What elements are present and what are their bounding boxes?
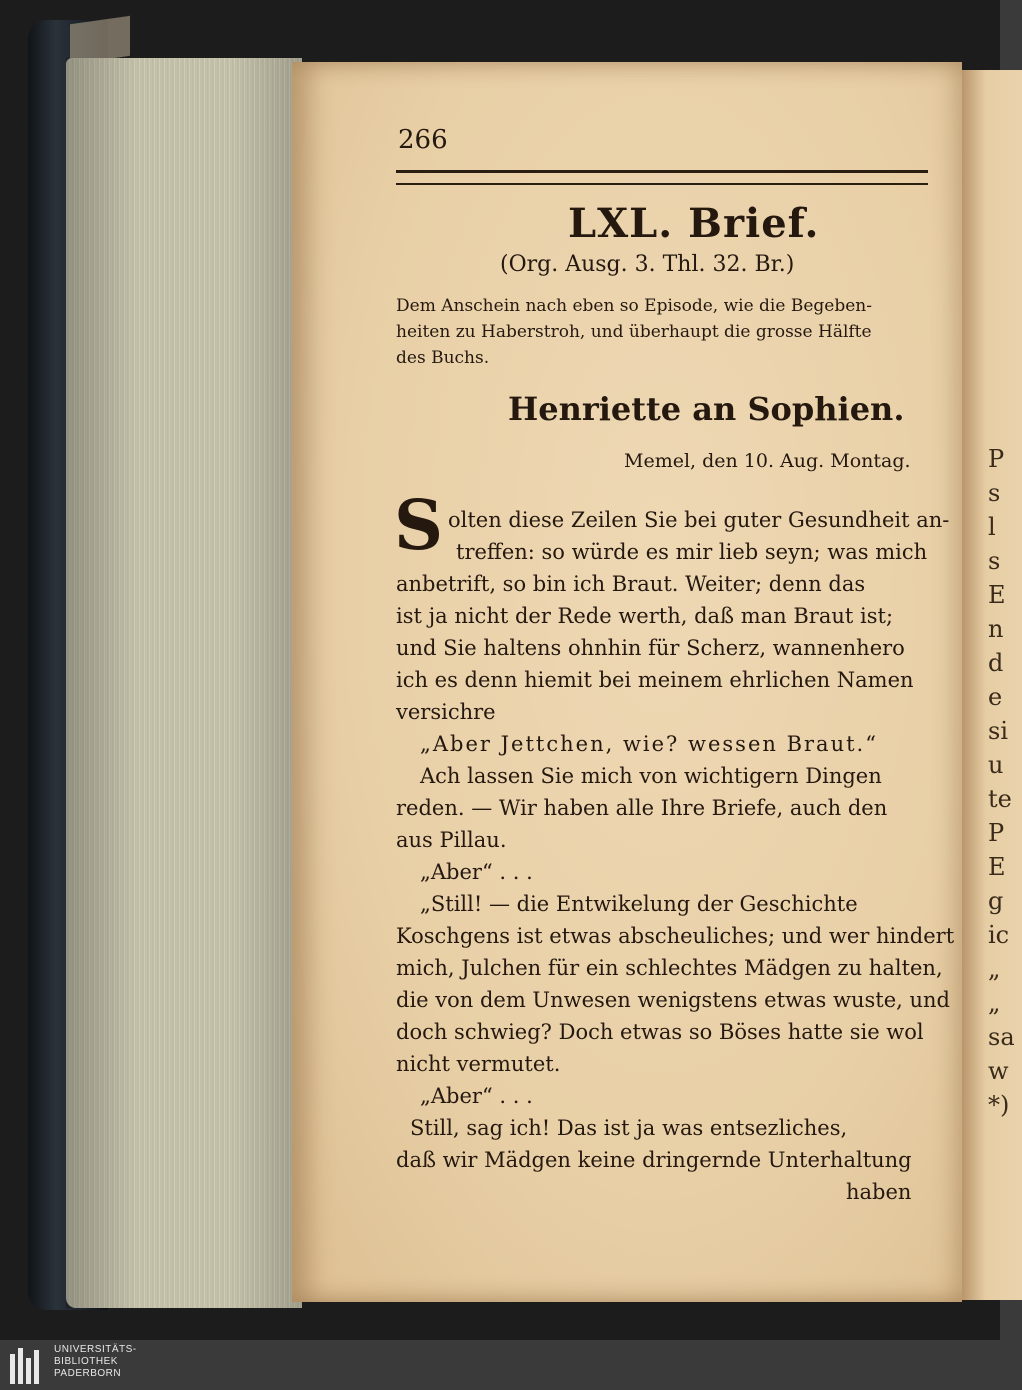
header-rule [396, 170, 928, 185]
body-line: nicht vermutet. [396, 1052, 561, 1076]
right-page-fragment: *) [988, 1091, 1010, 1119]
description-line: heiten zu Haberstroh, und überhaupt die grosse Hälfte [396, 322, 872, 342]
right-page-fragment: E [988, 581, 1006, 609]
library-footer [0, 1340, 1000, 1390]
body-line: Still, sag ich! Das ist ja was entsezliches, [410, 1116, 848, 1140]
library-name-line: UNIVERSITÄTS- [54, 1344, 137, 1355]
drop-cap: S [394, 486, 444, 566]
body-line: ist ja nicht der Rede werth, daß man Braut ist; [396, 604, 894, 628]
spine-top-wear [70, 16, 130, 64]
right-page-fragment: sa [988, 1023, 1015, 1051]
right-page-fragment: n [988, 615, 1004, 643]
library-name-line: BIBLIOTHEK [54, 1356, 118, 1367]
right-page-fragment: s [988, 547, 1001, 575]
body-line: daß wir Mädgen keine dringernde Unterhaltung [396, 1148, 912, 1172]
body-line: „Still! — die Entwikelung der Geschichte [420, 892, 858, 916]
right-page-fragment: w [988, 1057, 1009, 1085]
right-page-fragment: „ [988, 955, 1001, 983]
body-line: reden. — Wir haben alle Ihre Briefe, auch den [396, 796, 888, 820]
right-page-fragment: l [988, 513, 996, 541]
right-page-fragment: s [988, 479, 1001, 507]
body-line: „Aber Jettchen, wie? wessen Braut.“ [420, 732, 878, 756]
body-line: mich, Julchen für ein schlechtes Mädgen zu halten, [396, 956, 943, 980]
right-page-fragment: te [988, 785, 1012, 813]
right-page-fragment: g [988, 887, 1004, 915]
page-number: 266 [398, 125, 448, 155]
letter-subtitle: (Org. Ausg. 3. Thl. 32. Br.) [500, 252, 795, 277]
catchword: haben [846, 1180, 912, 1204]
body-line: doch schwieg? Doch etwas so Böses hatte sie wol [396, 1020, 924, 1044]
right-page-fragment: ic [988, 921, 1010, 949]
body-line: ich es denn hiemit bei meinem ehrlichen Namen [396, 668, 914, 692]
description-line: des Buchs. [396, 348, 490, 368]
letter-title: LXL. Brief. [568, 200, 820, 247]
body-line: aus Pillau. [396, 828, 507, 852]
description-line: Dem Anschein nach eben so Episode, wie die Begeben- [396, 296, 872, 316]
body-line: „Aber“ . . . [420, 860, 533, 884]
body-line: und Sie haltens ohnhin für Scherz, wannenhero [396, 636, 905, 660]
body-line: treffen: so würde es mir lieb seyn; was mich [456, 540, 928, 564]
right-page-fragment: P [988, 445, 1005, 473]
body-line: „Aber“ . . . [420, 1084, 533, 1108]
dateline: Memel, den 10. Aug. Montag. [624, 450, 911, 472]
right-page-fragment: P [988, 819, 1005, 847]
page-edges [66, 58, 302, 1308]
body-line: olten diese Zeilen Sie bei guter Gesundheit an- [448, 508, 950, 532]
right-page-fragment: e [988, 683, 1003, 711]
library-name-line: PADERBORN [54, 1368, 122, 1379]
body-line: versichre [396, 700, 496, 724]
right-page-fragment: u [988, 751, 1004, 779]
right-page-fragment: „ [988, 989, 1001, 1017]
right-page-fragment: E [988, 853, 1006, 881]
body-line: Koschgens ist etwas abscheuliches; und wer hindert [396, 924, 955, 948]
body-line: anbetrift, so bin ich Braut. Weiter; denn das [396, 572, 866, 596]
library-logo-icon [10, 1346, 46, 1384]
body-line: die von dem Unwesen wenigstens etwas wuste, und [396, 988, 950, 1012]
right-page-fragment: d [988, 649, 1004, 677]
right-page-fragment: si [988, 717, 1008, 745]
letter-heading: Henriette an Sophien. [508, 390, 905, 428]
body-line: Ach lassen Sie mich von wichtigern Dingen [420, 764, 882, 788]
